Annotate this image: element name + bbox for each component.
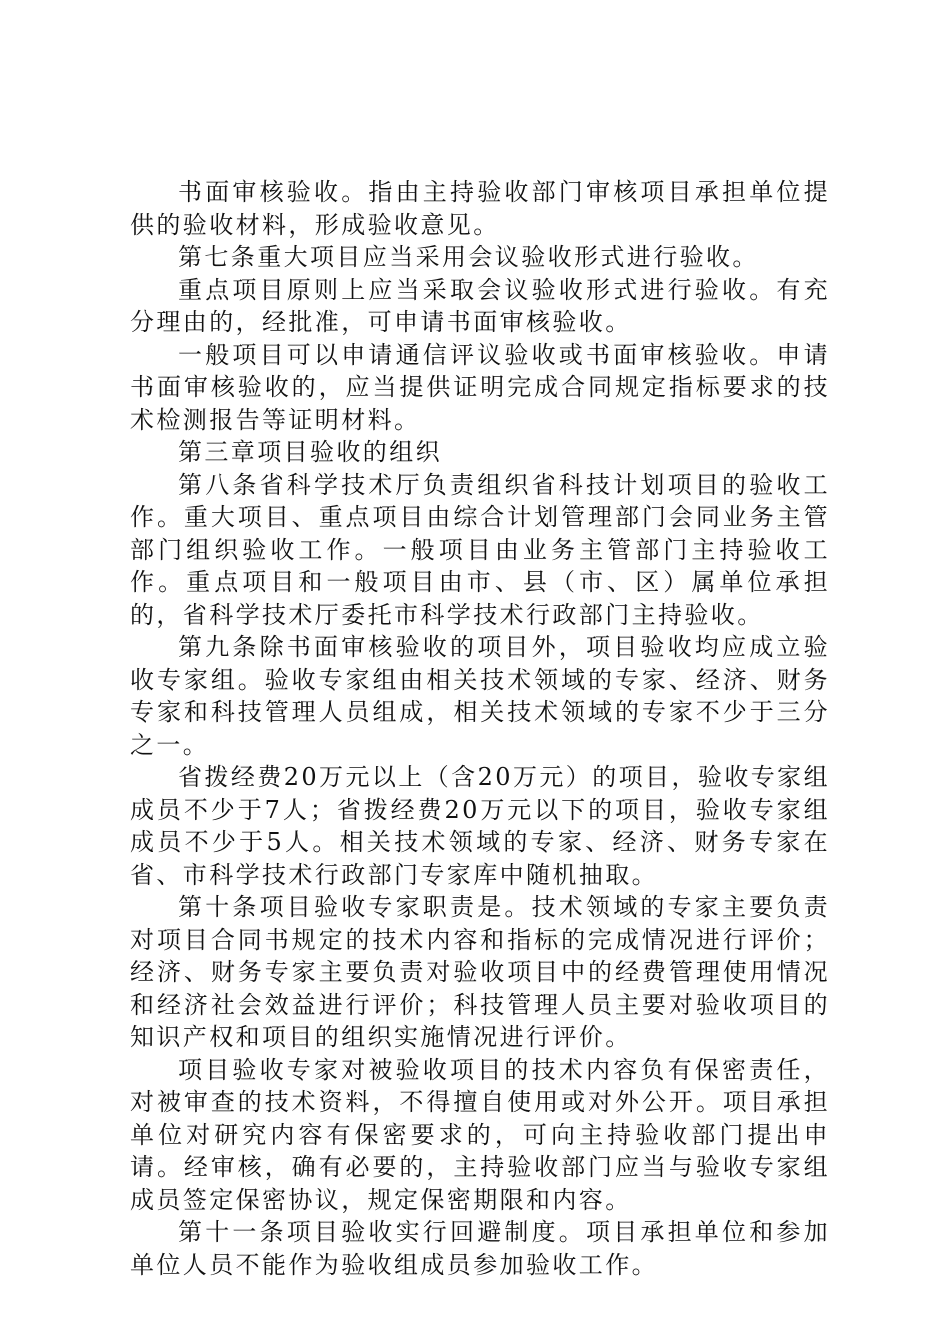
paragraph-expert-count: 省拨经费20万元以上（含20万元）的项目，验收专家组成员不少于7人；省拨经费20万元以下的项目，验收专家组成员不少于5人。相关技术领域的专家、经济、财务专家在省、市科学技术行政部门专家库中随机抽取。 xyxy=(130,763,830,889)
paragraph-article-8: 第八条省科学技术厅负责组织省科技计划项目的验收工作。重大项目、重点项目由综合计划管理部门会同业务主管部门组织验收工作。一般项目由业务主管部门主持验收工作。重点项目和一般项目由市、县（市、区）属单位承担的，省科学技术厅委托市科学技术行政部门主持验收。 xyxy=(130,470,830,629)
paragraph-key-projects: 重点项目原则上应当采取会议验收形式进行验收。有充分理由的，经批准，可申请书面审核验收。 xyxy=(130,275,830,336)
paragraph-confidentiality: 项目验收专家对被验收项目的技术内容负有保密责任，对被审查的技术资料，不得擅自使用或对外公开。项目承担单位对研究内容有保密要求的，可向主持验收部门提出申请。经审核，确有必要的，主持验收部门应当与验收专家组成员签定保密协议，规定保密期限和内容。 xyxy=(130,1055,830,1214)
paragraph-article-11: 第十一条项目验收实行回避制度。项目承担单位和参加单位人员不能作为验收组成员参加验收工作。 xyxy=(130,1218,830,1279)
paragraph-general-projects: 一般项目可以申请通信评议验收或书面审核验收。申请书面审核验收的，应当提供证明完成合同规定指标要求的技术检测报告等证明材料。 xyxy=(130,340,830,434)
document-body xyxy=(130,176,830,1281)
paragraph-article-9: 第九条除书面审核验收的项目外，项目验收均应成立验收专家组。验收专家组由相关技术领域的专家、经济、财务专家和科技管理人员组成，相关技术领域的专家不少于三分之一。 xyxy=(130,633,830,759)
chapter-heading-3: 第三章项目验收的组织 xyxy=(178,438,442,466)
paragraph-article-10: 第十条项目验收专家职责是。技术领域的专家主要负责对项目合同书规定的技术内容和指标的完成情况进行评价；经济、财务专家主要负责对验收项目中的经费管理使用情况和经济社会效益进行评价；科技管理人员主要对验收项目的知识产权和项目的组织实施情况进行评价。 xyxy=(130,893,830,1051)
paragraph-written-review: 书面审核验收。指由主持验收部门审核项目承担单位提供的验收材料，形成验收意见。 xyxy=(130,178,830,239)
paragraph-article-7: 第七条重大项目应当采用会议验收形式进行验收。 xyxy=(178,243,759,271)
